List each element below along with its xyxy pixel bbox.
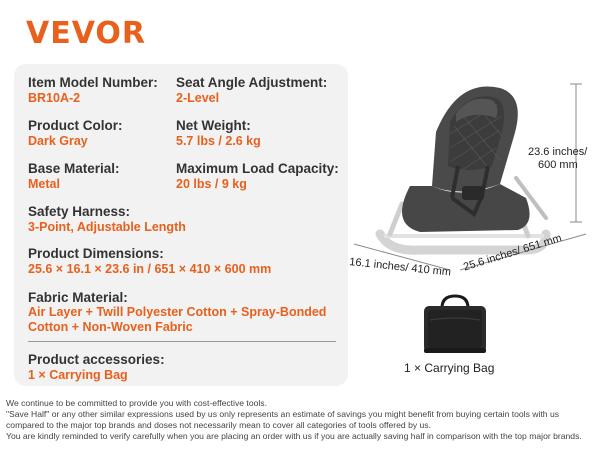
disclaimer-line-3: compared to the major top brands and doses not necessarily mean to cover all categories of tools offered by us.	[6, 420, 431, 430]
safety-harness-value: 3-Point, Adjustable Length	[28, 220, 186, 234]
fabric-value-line2: Cotton + Non-Woven Fabric	[28, 320, 193, 334]
fabric-value-line1: Air Layer + Twill Polyester Cotton + Spray-Bonded	[28, 305, 327, 319]
net-weight-value: 5.7 lbs / 2.6 kg	[176, 134, 261, 148]
max-load-value: 20 lbs / 9 kg	[176, 177, 247, 191]
net-weight-label: Net Weight:	[176, 118, 251, 133]
disclaimer-line-1: We continue to be committed to provide you with cost-effective tools.	[6, 398, 267, 408]
fabric-label: Fabric Material:	[28, 290, 128, 305]
baby-bouncer-image	[350, 74, 600, 274]
carrying-bag-image	[418, 294, 492, 356]
carrying-bag-caption: 1 × Carrying Bag	[404, 361, 495, 375]
disclaimer-line-2: "Save Half" or any other similar expressions used by us only represents an estimate of savings you might benefit from buying certain tools with us	[6, 409, 560, 419]
seat-angle-label: Seat Angle Adjustment:	[176, 75, 328, 90]
height-dim-line2: 600 mm	[538, 159, 578, 171]
base-material-value: Metal	[28, 177, 60, 191]
accessories-value: 1 × Carrying Bag	[28, 368, 128, 382]
depth-dim: 25.6 inches/ 651 mm	[462, 232, 564, 274]
max-load-label: Maximum Load Capacity:	[176, 161, 339, 176]
seat-angle-value: 2-Level	[176, 91, 220, 105]
product-color-value: Dark Gray	[28, 134, 88, 148]
height-dim-line1: 23.6 inches/	[528, 146, 588, 158]
accessories-label: Product accessories:	[28, 352, 165, 367]
base-material-label: Base Material:	[28, 161, 120, 176]
divider	[28, 341, 336, 342]
vevor-logo: VEVOR	[26, 16, 147, 51]
dimensions-label: Product Dimensions:	[28, 246, 164, 261]
item-model-label: Item Model Number:	[28, 75, 158, 90]
item-model-value: BR10A-2	[28, 91, 81, 105]
width-dim: 16.1 inches/ 410 mm	[348, 256, 452, 279]
product-color-label: Product Color:	[28, 118, 123, 133]
safety-harness-label: Safety Harness:	[28, 204, 131, 219]
dimensions-value: 25.6 × 16.1 × 23.6 in / 651 × 410 × 600 mm	[28, 262, 272, 276]
disclaimer-line-4: You are kindly reminded to verify carefully when you are placing an order with us if you are actually saving half in comparison with the top major brands.	[6, 431, 582, 441]
